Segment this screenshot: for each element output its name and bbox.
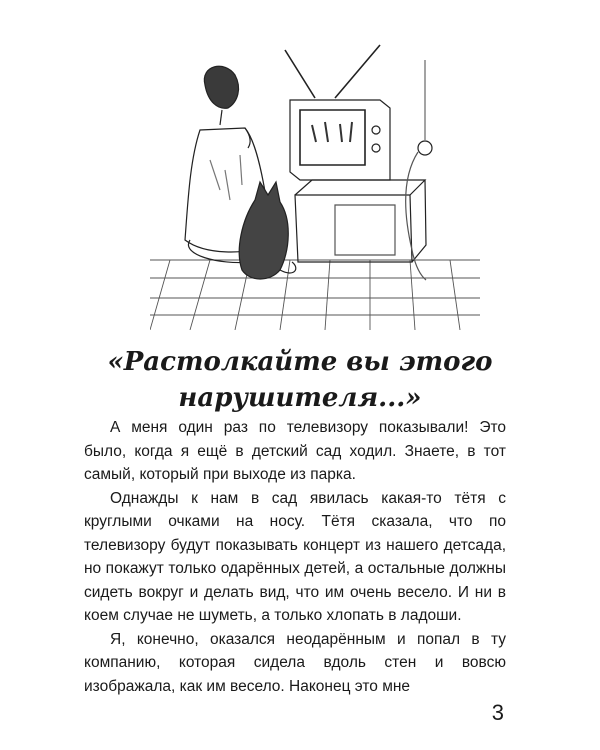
body-text: [84, 416, 506, 698]
page-number: 3: [491, 700, 504, 725]
woman-cat-tv-illustration: [150, 30, 480, 330]
wall-socket-cord: [406, 60, 432, 280]
cat-figure: [239, 182, 296, 279]
tv-set: [285, 45, 390, 180]
chapter-title-line-1: «Растолкайте вы этого: [107, 347, 493, 377]
floor-tiles: [150, 260, 480, 330]
paragraph-3: Я, конечно, оказался неодарённым и попал в ту компанию, которая сидела вдоль стен и вовсю изображала, как им весело. Наконец это мне: [84, 630, 506, 695]
chapter-title-line-2: нарушителя...»: [178, 383, 422, 413]
paragraph-2: Однажды к нам в сад явилась какая-то тётя с круглыми очками на носу. Тётя сказала, что по телевизору будут показывать концерт из нашего детсада, но покажут только одарённых детей, а остальные должны сидеть вокруг и делать вид, что им очень весело. И ни в коем случае не шуметь, а только хлопать в ладоши.: [84, 489, 506, 624]
paragraph-1: А меня один раз по телевизору показывали! Это было, когда я ещё в детский сад ходил. Знаете, в тот самый, который при выходе из парка.: [84, 419, 506, 483]
